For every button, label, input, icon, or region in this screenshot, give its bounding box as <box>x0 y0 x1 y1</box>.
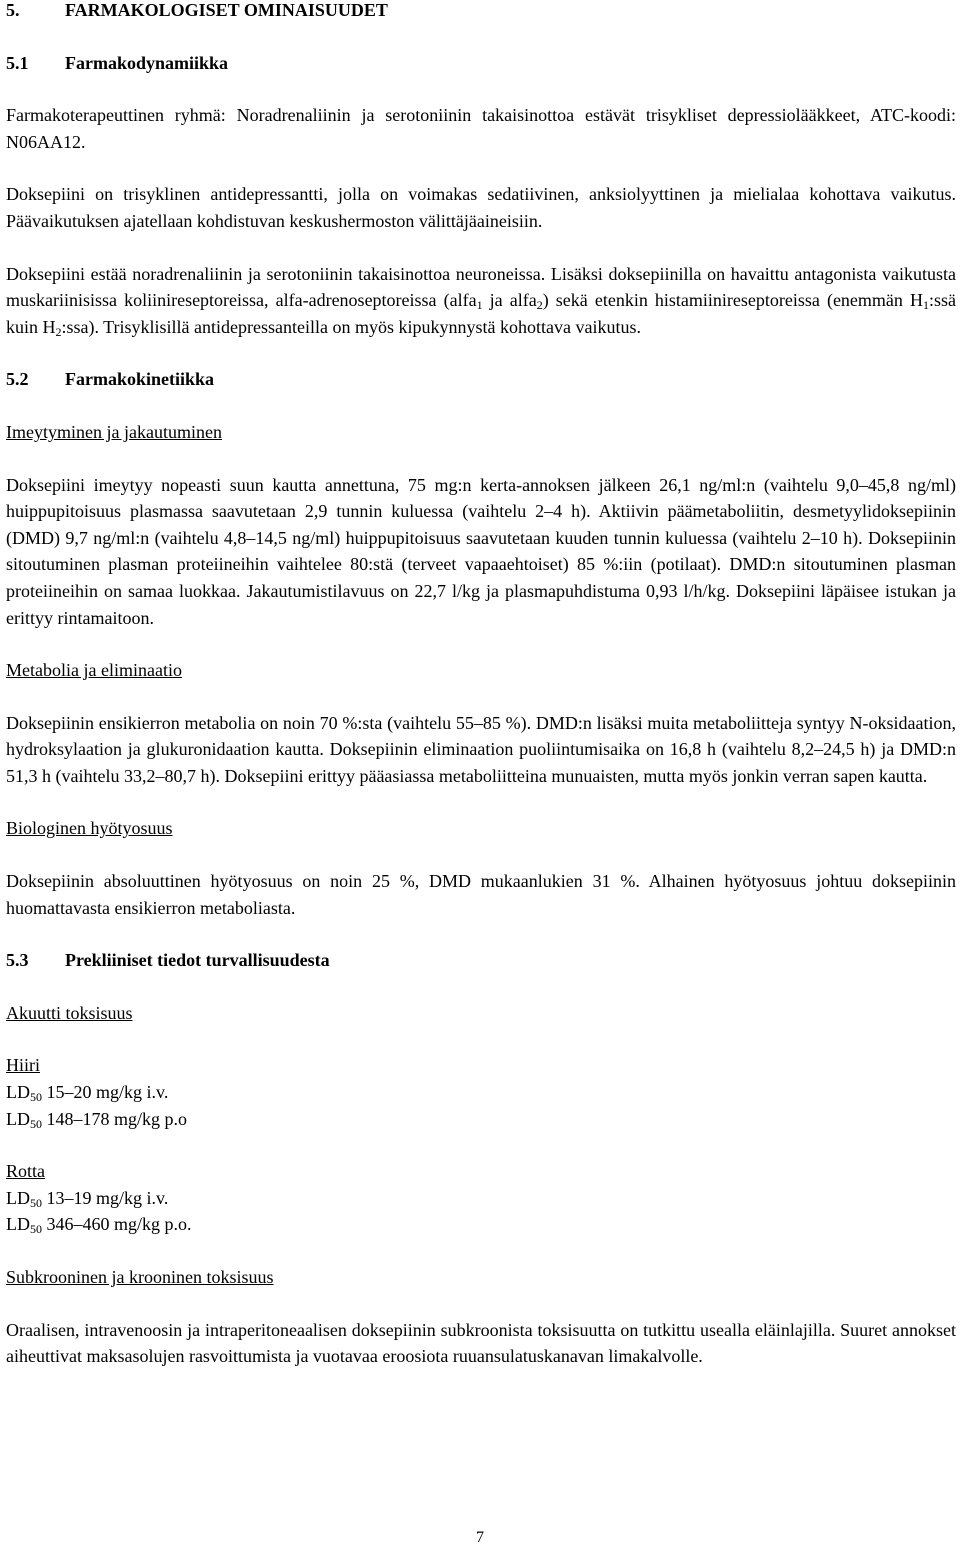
rat-po-line: $LD_{50}$ 346–460 mg/kg p.o. <box>6 1214 192 1237</box>
section-5-heading <box>6 0 956 24</box>
subchronic-toxicity-subheading: Subkrooninen ja krooninen toksisuus <box>6 1267 274 1287</box>
acute-toxicity-subheading: Akuutti toksisuus <box>6 1002 133 1023</box>
section-5-2-number: 5.2 <box>6 369 29 390</box>
mouse-iv-line: $LD_{50}$ 15–20 mg/kg i.v. <box>6 1082 169 1105</box>
bioavailability-subheading: Biologinen hyötyosuus <box>6 818 173 839</box>
section-5-1-title: Farmakodynamiikka <box>65 52 229 73</box>
mouse-block <box>6 1052 956 1132</box>
pharmacotherapeutic-group-paragraph: Farmakoterapeuttinen ryhmä: Noradrenaliinin ja serotoniinin takaisinottoa estävät trisykliset depressiolääkkeet, ATC-koodi: N06AA12. <box>6 105 956 152</box>
absorption-subheading: Imeytyminen ja jakautuminen <box>6 421 222 442</box>
rat-block <box>6 1158 956 1238</box>
receptor-paragraph: Doksepiini estää noradrenaliinin ja serotoniinin takaisinottoa neuroneissa. Lisäksi doksepiinilla on havaittu antagonista vaikutusta muskariinisissa koliinireseptoreissa, alfa-adrenoseptoreissa (alfa$_1$ ja alfa$_2$) sekä etenkin histamiinireseptoreissa (enemmän $H_1:ssä$ kuin $H_2:ssa$). Trisyklisillä antidepressanteilla on myös kipukynnystä kohottava vaikutus. <box>6 263 956 339</box>
section-5-2-heading <box>6 366 956 393</box>
section-5-2-title: Farmakokinetiikka <box>65 369 215 390</box>
document-page <box>6 0 956 1396</box>
section-5-1-number: 5.1 <box>6 52 29 73</box>
absorption-paragraph: Doksepiini imeytyy nopeasti suun kautta annettuna, 75 mg:n kerta-annoksen jälkeen 26,1 ng/ml:n (vaihtelu 9,0–45,8 ng/ml) huippupitoisuus plasmassa saavutetaan 2,9 tunnin kuluessa (vaihtelu 2–4 h). Aktiivin päämetaboliitin, desmetyylidoksepiinin (DMD) 9,7 ng/ml:n (vaihtelu 4,8–14,5 ng/ml) huippupitoisuus saavutetaan kuuden tunnin kuluessa (vaihtelu 2–10 h). Doksepiinin sitoutuminen plasman proteiineihin vaihtelee 80:stä (terveet vapaaehtoiset) 85 %:iin (potilaat). DMD:n sitoutuminen plasman proteiineihin on samaa luokkaa. Jakautumistilavuus on 22,7 l/kg ja plasmapuhdistuma 0,93 l/h/kg. Doksepiini läpäisee istukan ja erittyy rintamaitoon. <box>6 474 956 628</box>
mouse-heading: Hiiri <box>6 1055 40 1076</box>
section-5-number: 5. <box>6 0 20 20</box>
section-5-3-heading <box>6 947 956 974</box>
section-5-title: FARMAKOLOGISET OMINAISUUDET <box>65 0 388 20</box>
section-5-3-number: 5.3 <box>6 950 29 971</box>
mouse-po-line: $LD_{50}$ 148–178 mg/kg p.o <box>6 1108 188 1131</box>
page-number: 7 <box>476 1529 484 1546</box>
bioavailability-paragraph: Doksepiinin absoluuttinen hyötyosuus on noin 25 %, DMD mukaanlukien 31 %. Alhainen hyötyosuus johtuu doksepiinin huomattavasta ensikierron metaboliasta. <box>6 871 956 918</box>
metabolism-subheading: Metabolia ja eliminaatio <box>6 660 182 681</box>
mechanism-paragraph: Doksepiini on trisyklinen antidepressantti, jolla on voimakas sedatiivinen, anksiolyyttinen ja mielialaa kohottava vaikutus. Päävaikutuksen ajatellaan kohdistuvan keskushermoston välittäjäaineisiin. <box>6 184 956 231</box>
rat-heading: Rotta <box>6 1161 45 1182</box>
subchronic-toxicity-paragraph: Oraalisen, intravenoosin ja intraperitoneaalisen doksepiinin subkroonista toksisuutta on tutkittu usealla eläinlajilla. Suuret annokset aiheuttivat maksasolujen rasvoittumista ja vuotavaa eroosiota ruuansulatuskanavan limakalvolle. <box>6 1319 956 1367</box>
rat-iv-line: $LD_{50}$ 13–19 mg/kg i.v. <box>6 1187 169 1210</box>
metabolism-paragraph: Doksepiinin ensikierron metabolia on noin 70 %:sta (vaihtelu 55–85 %). DMD:n lisäksi muita metaboliitteja syntyy N-oksidaation, hydroksylaation ja glukuronidaation kautta. Doksepiinin eliminaation puoliintumisaika on 16,8 h (vaihtelu 8,2–24,5 h) ja DMD:n 51,3 h (vaihtelu 33,2–80,7 h). Doksepiini erittyy pääasiassa metaboliitteina munuaisten, mutta myös jonkin verran sapen kautta. <box>6 712 956 786</box>
section-5-3-title: Prekliiniset tiedot turvallisuudesta <box>65 950 330 971</box>
section-5-1-heading <box>6 50 956 77</box>
